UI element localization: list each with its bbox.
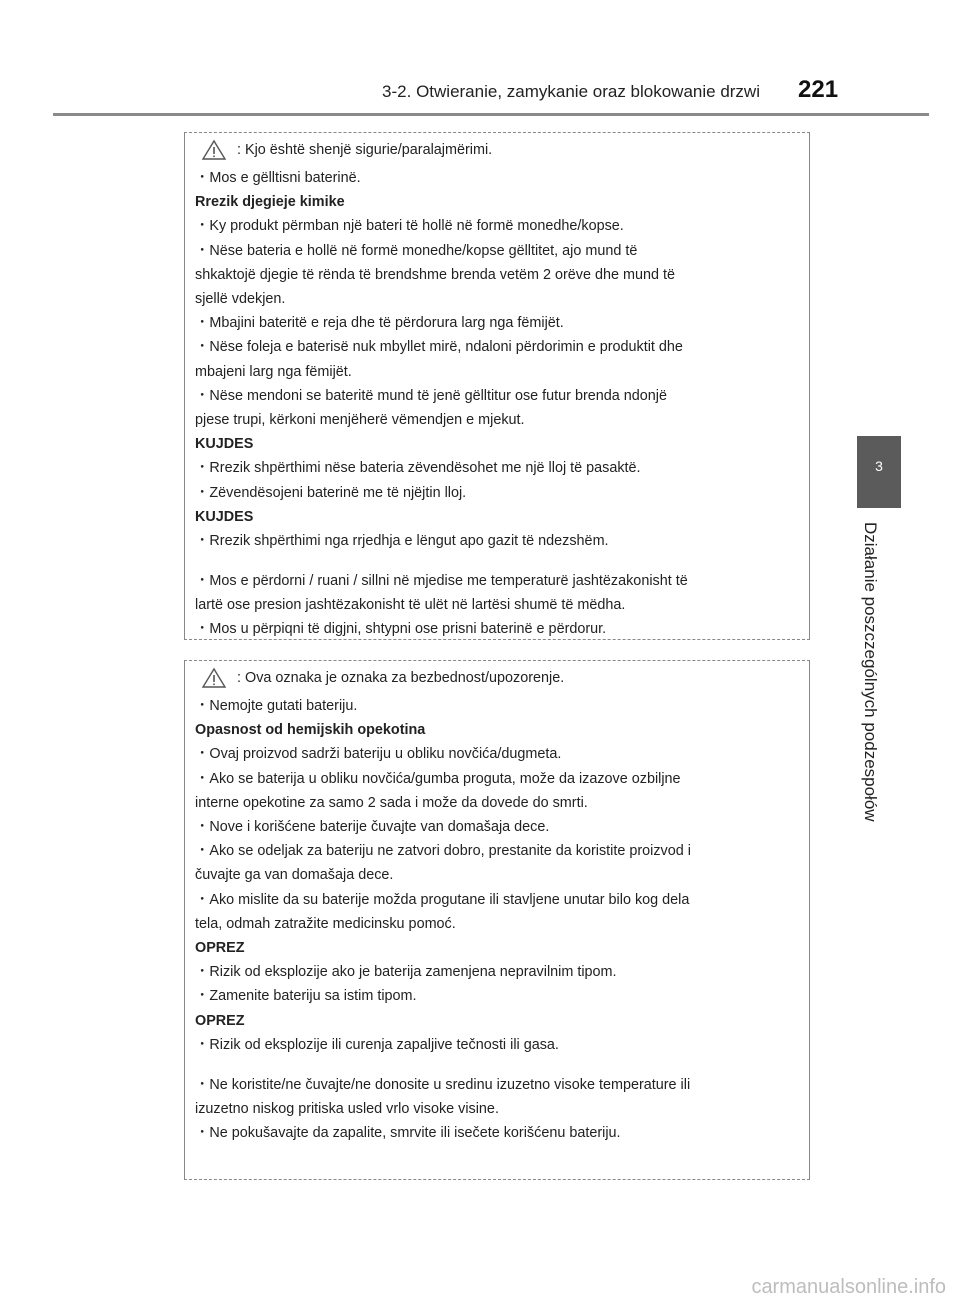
text-line: ・Rrezik shpërthimi nëse bateria zëvendësohet me një lloj të pasaktë. <box>195 460 641 477</box>
text-line: pjese trupi, kërkoni menjëherë vëmendjen e mjekut. <box>195 411 525 428</box>
text-line: ・Nemojte gutati bateriju. <box>195 698 358 715</box>
warning-box-serbian <box>184 660 810 1180</box>
text-line: izuzetno niskog pritiska usled vrlo visoke visine. <box>195 1101 499 1118</box>
text-line: tela, odmah zatražite medicinsku pomoć. <box>195 915 456 932</box>
text-line: ・Ne koristite/ne čuvajte/ne donosite u sredinu izuzetno visoke temperature ili <box>195 1076 691 1093</box>
text-line: ・Ky produkt përmban një bateri të hollë në formë monedhe/kopse. <box>195 218 624 235</box>
text-line: ・Rizik od eksplozije ako je baterija zamenjena nepravilnim tipom. <box>195 964 617 981</box>
text-line: ・Ako se baterija u obliku novčića/gumba proguta, može da izazove ozbiljne <box>195 770 681 787</box>
text-line: ・Mos e gëlltisni baterinë. <box>195 170 361 187</box>
text-line: ・Nëse bateria e hollë në formë monedhe/kopse gëlltitet, ajo mund të <box>195 242 638 259</box>
text-line: lartë ose presion jashtëzakonisht të ulët në lartësi shumë të mëdha. <box>195 597 626 614</box>
text-line: ・Ako mislite da su baterije možda progutane ili stavljene unutar bilo kog dela <box>195 891 690 908</box>
warning-triangle-icon <box>201 667 227 689</box>
text-line: ・Rrezik shpërthimi nga rrjedhja e lëngut apo gazit të ndezshëm. <box>195 532 609 549</box>
text-line: ・Nëse mendoni se bateritë mund të jenë gëlltitur ose futur brenda ndonjë <box>195 387 667 404</box>
chapter-label: Działanie poszczególnych podzespołów <box>861 522 880 822</box>
text-line: ・Nove i korišćene baterije čuvajte van domašaja dece. <box>195 819 550 836</box>
text-line: ・Rizik od eksplozije ili curenja zapaljive tečnosti ili gasa. <box>195 1036 559 1053</box>
text-line: sjellë vdekjen. <box>195 291 286 308</box>
warning-heading-text: : Ova oznaka je oznaka za bezbednost/upozorenje. <box>237 670 565 686</box>
section-heading: KUJDES <box>195 508 254 525</box>
text-line: ・Mos e përdorni / ruani / sillni në mjedise me temperaturë jashtëzakonisht të <box>195 573 688 590</box>
section-heading: OPREZ <box>195 939 245 956</box>
text-line: ・Mos u përpiqni të digjni, shtypni ose prisni baterinë e përdorur. <box>195 621 607 638</box>
text-line: shkaktojë djegie të rënda të brendshme brenda vetëm 2 orëve dhe mund të <box>195 266 675 283</box>
section-title: 3-2. Otwieranie, zamykanie oraz blokowanie drzwi <box>382 82 760 101</box>
header-divider <box>53 113 929 116</box>
text-line: ・Ako se odeljak za bateriju ne zatvori dobro, prestanite da koristite proizvod i <box>195 843 691 860</box>
chapter-tab <box>857 436 901 508</box>
text-line: ・Zamenite bateriju sa istim tipom. <box>195 988 417 1005</box>
text-line: ・Ovaj proizvod sadrži bateriju u obliku novčića/dugmeta. <box>195 746 562 763</box>
section-heading: Rrezik djegieje kimike <box>195 194 345 211</box>
blank-line <box>195 553 799 569</box>
text-line: ・Zëvendësojeni baterinë me të njëjtin lloj. <box>195 484 467 501</box>
blank-line <box>195 1057 799 1073</box>
text-line: čuvajte ga van domašaja dece. <box>195 867 394 884</box>
warning-box-albanian <box>184 132 810 640</box>
warning-heading <box>195 666 564 690</box>
watermark: carmanualsonline.info <box>751 1276 946 1298</box>
section-heading: OPREZ <box>195 1012 245 1029</box>
chapter-number: 3 <box>875 458 883 474</box>
warning-heading-text: : Kjo është shenjë sigurie/paralajmërimi. <box>237 142 493 158</box>
section-heading: Opasnost od hemijskih opekotina <box>195 722 426 739</box>
section-heading: KUJDES <box>195 436 254 453</box>
warning-triangle-icon <box>201 139 227 161</box>
text-line: interne opekotine za samo 2 sada i može da dovede do smrti. <box>195 794 588 811</box>
text-line: mbajeni larg nga fëmijët. <box>195 363 352 380</box>
text-line: ・Ne pokušavajte da zapalite, smrvite ili isečete korišćenu bateriju. <box>195 1125 621 1142</box>
page-number: 221 <box>798 76 839 103</box>
text-line: ・Mbajini bateritë e reja dhe të përdorura larg nga fëmijët. <box>195 315 564 332</box>
text-line: ・Nëse foleja e baterisë nuk mbyllet mirë, ndaloni përdorimin e produktit dhe <box>195 339 683 356</box>
warning-heading <box>195 138 492 162</box>
